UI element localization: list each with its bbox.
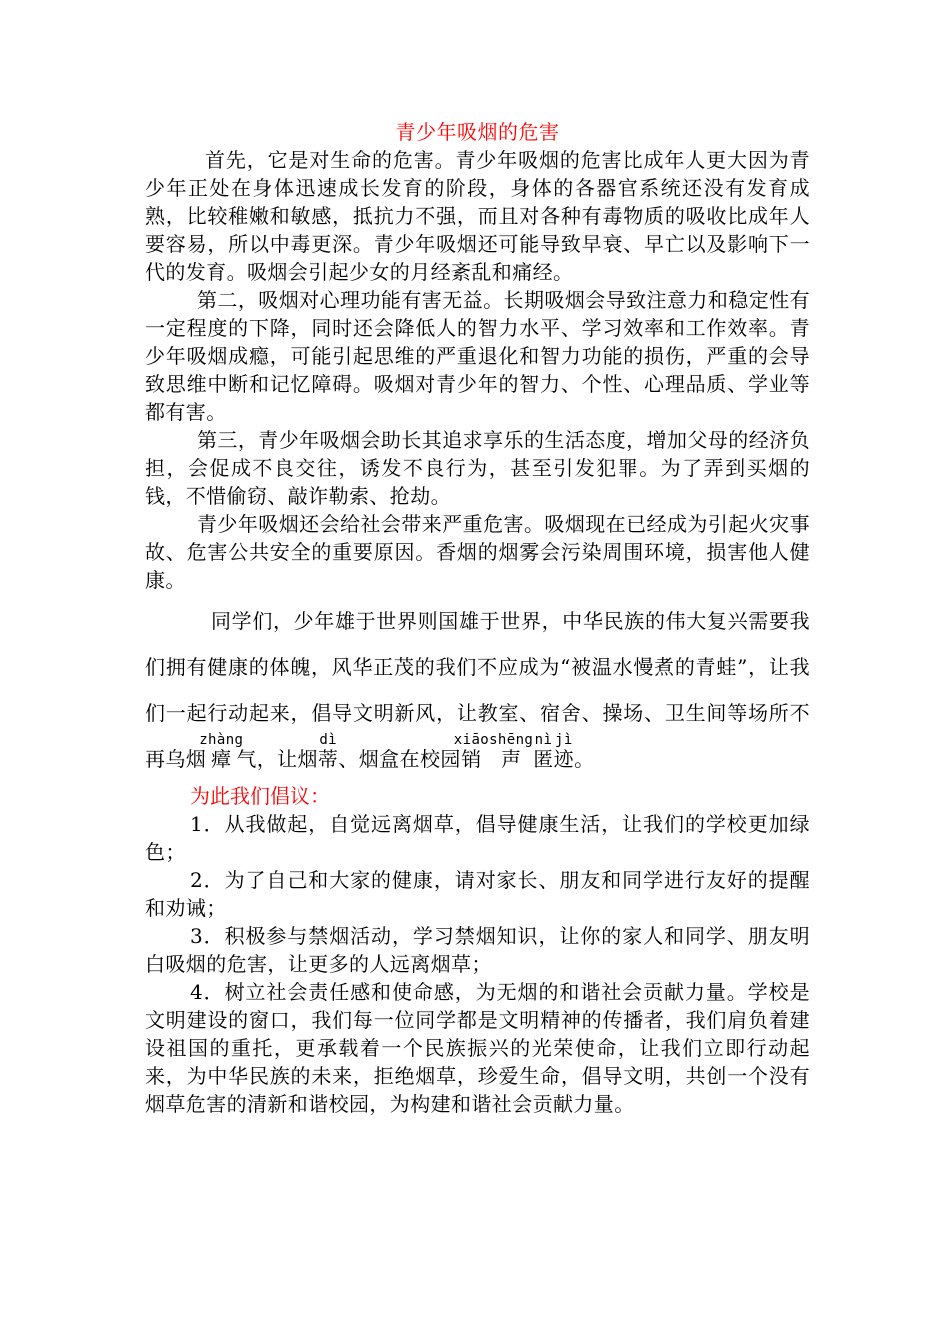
paragraph-life-harm: 首先，它是对生命的危害。青少年吸烟的危害比成年人更大因为青少年正处在身体迅速成长发育的阶段，身体的各器官系统还没有发育成熟，比较稚嫩和敏感，抵抗力不强，而且对各种有毒物质的吸收比成年人要容易，所以中毒更深。青少年吸烟还可能导致早衰、早亡以及影响下一代的发育。吸烟会引起少女的月经紊乱和痛经。 [145, 148, 810, 284]
paragraph-society-harm: 青少年吸烟还会给社会带来严重危害。吸烟现在已经成为引起火灾事故、危害公共安全的重要原因。香烟的烟雾会污染周围环境，损害他人健康。 [145, 512, 810, 592]
pinyin-annotation-zhang: 瘴zhàng [199, 732, 244, 771]
pinyin-annotation-ni: 匿nì [533, 732, 554, 771]
appeal-text-start: 同学们，少年雄于世界则国雄于世界，中华民族的伟大复兴需要我们拥有健康的体魄，风华正茂的我们不应成为“被温水慢煮的青蛙”，让我们一起行动起来，倡导文明新风，让教室、宿舍、操场、卫生间等场所不再乌烟 [145, 609, 810, 771]
appeal-text-end: 。 [574, 747, 595, 771]
appeal-text-mid2: 、烟盒在校园 [338, 747, 461, 771]
pinyin-annotation-sheng: 声shēng [489, 732, 534, 771]
pinyin-annotation-xiao: 销xiāo [453, 732, 490, 771]
paragraph-behavior-harm: 第三，青少年吸烟会助长其追求享乐的生活态度，增加父母的经济负担，会促成不良交往，诱发不良行为，甚至引发犯罪。为了弄到买烟的钱，不惜偷窃、敲诈勒索、抢劫。 [145, 428, 810, 508]
appeal-text-mid1: 气，让烟 [236, 747, 318, 771]
proposal-heading: 为此我们倡议： [190, 784, 330, 808]
document-title: 青少年吸烟的危害 [395, 120, 560, 144]
pinyin-annotation-ji: 迹jì [553, 732, 575, 771]
proposal-item: 2．为了自己和大家的健康，请对家长、朋友和同学进行友好的提醒和劝诫； [145, 868, 810, 920]
proposal-item: 4．树立社会责任感和使命感，为无烟的和谐社会贡献力量。学校是文明建设的窗口，我们每一位同学都是文明精神的传播者，我们肩负着建设祖国的重托，更承载着一个民族振兴的光荣使命，让我们立即行动起来，为中华民族的未来，拒绝烟草，珍爱生命，倡导文明，共创一个没有烟草危害的清新和谐校园，为构建和谐社会贡献力量。 [145, 980, 810, 1116]
proposal-item: 1．从我做起，自觉远离烟草，倡导健康生活，让我们的学校更加绿色； [145, 812, 810, 864]
paragraph-psychology-harm: 第二，吸烟对心理功能有害无益。长期吸烟会导致注意力和稳定性有一定程度的下降，同时还会降低人的智力水平、学习效率和工作效率。青少年吸烟成瘾，可能引起思维的严重退化和智力功能的损伤，严重的会导致思维中断和记忆障碍。吸烟对青少年的智力、个性、心理品质、学业等都有害。 [145, 288, 810, 424]
pinyin-annotation-di: 蒂dì [317, 732, 339, 771]
proposal-item: 3．积极参与禁烟活动，学习禁烟知识，让你的家人和同学、朋友明白吸烟的危害，让更多的人远离烟草； [145, 924, 810, 976]
paragraph-appeal [145, 598, 810, 782]
